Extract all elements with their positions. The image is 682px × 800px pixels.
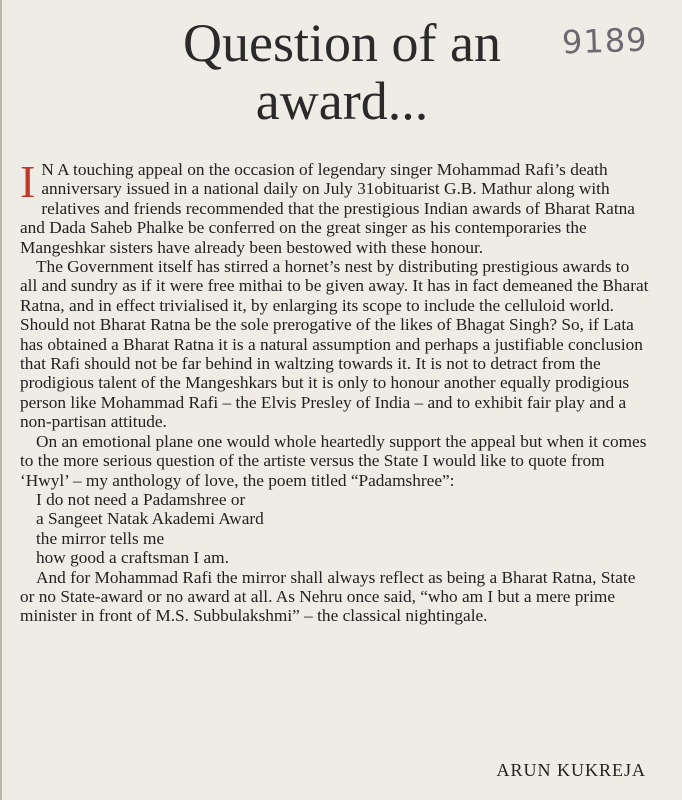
headline-line-1: Question of an: [183, 13, 501, 73]
headline-line-2: award...: [255, 71, 429, 131]
poem-line: the mirror tells me: [36, 528, 165, 548]
paragraph-1: [20, 156, 650, 257]
drop-cap: I: [20, 156, 36, 207]
poem: [20, 490, 650, 568]
byline: ARUN KUKREJA: [496, 760, 646, 780]
headline: [42, 14, 642, 130]
article-body: [20, 156, 650, 626]
handwritten-number: 9189: [561, 20, 649, 62]
paragraph-3: On an emotional plane one would whole heartedly support the appeal but when it comes to the more serious question of the artiste versus the State I would like to quote from ‘Hwyl’ – my anthology of love, the poem titled “Padamshree”:: [20, 431, 647, 490]
poem-line: how good a craftsman I am.: [36, 548, 229, 568]
paragraph-2: The Government itself has stirred a hornet’s nest by distributing prestigious awards to all and sundry as if it were free mithai to be given away. It has in fact demeaned the Bharat Ratna, and in effect trivialised it, by enlarging its scope to include the celluloid world. Should not Bharat Ratna be the sole prerogative of the likes of Bhagat Singh? So, if Lata has obtained a Bharat Ratna it is a natural assumption and perhaps a justifiable conclusion that Rafi should not be far behind in waltzing towards it. It is not to detract from the prodigious talent of the Mangeshkars but it is only to honour another equally prodigious person like Mohammad Rafi – the Elvis Presley of India – and to exhibit fair play and a non-partisan attitude.: [20, 257, 649, 432]
poem-line: a Sangeet Natak Akademi Award: [36, 509, 264, 529]
paragraph-1-text: N A touching appeal on the occasion of legendary singer Mohammad Rafi’s death anniversary issued in a national daily on July 31obituarist G.B. Mathur along with relatives and friends recommended that the prestigious Indian awards of Bharat Ratna and Dada Saheb Phalke be conferred on the great singer as his contemporaries the Mangeshkar sisters have already been bestowed with these honour.: [20, 160, 635, 257]
poem-line: I do not need a Padamshree or: [36, 489, 246, 509]
paragraph-4: And for Mohammad Rafi the mirror shall always reflect as being a Bharat Ratna, State or no State-award or no award at all. As Nehru once said, “who am I but a mere prime minister in front of M.S. Subbulakshmi” – the classical nightingale.: [20, 567, 636, 626]
